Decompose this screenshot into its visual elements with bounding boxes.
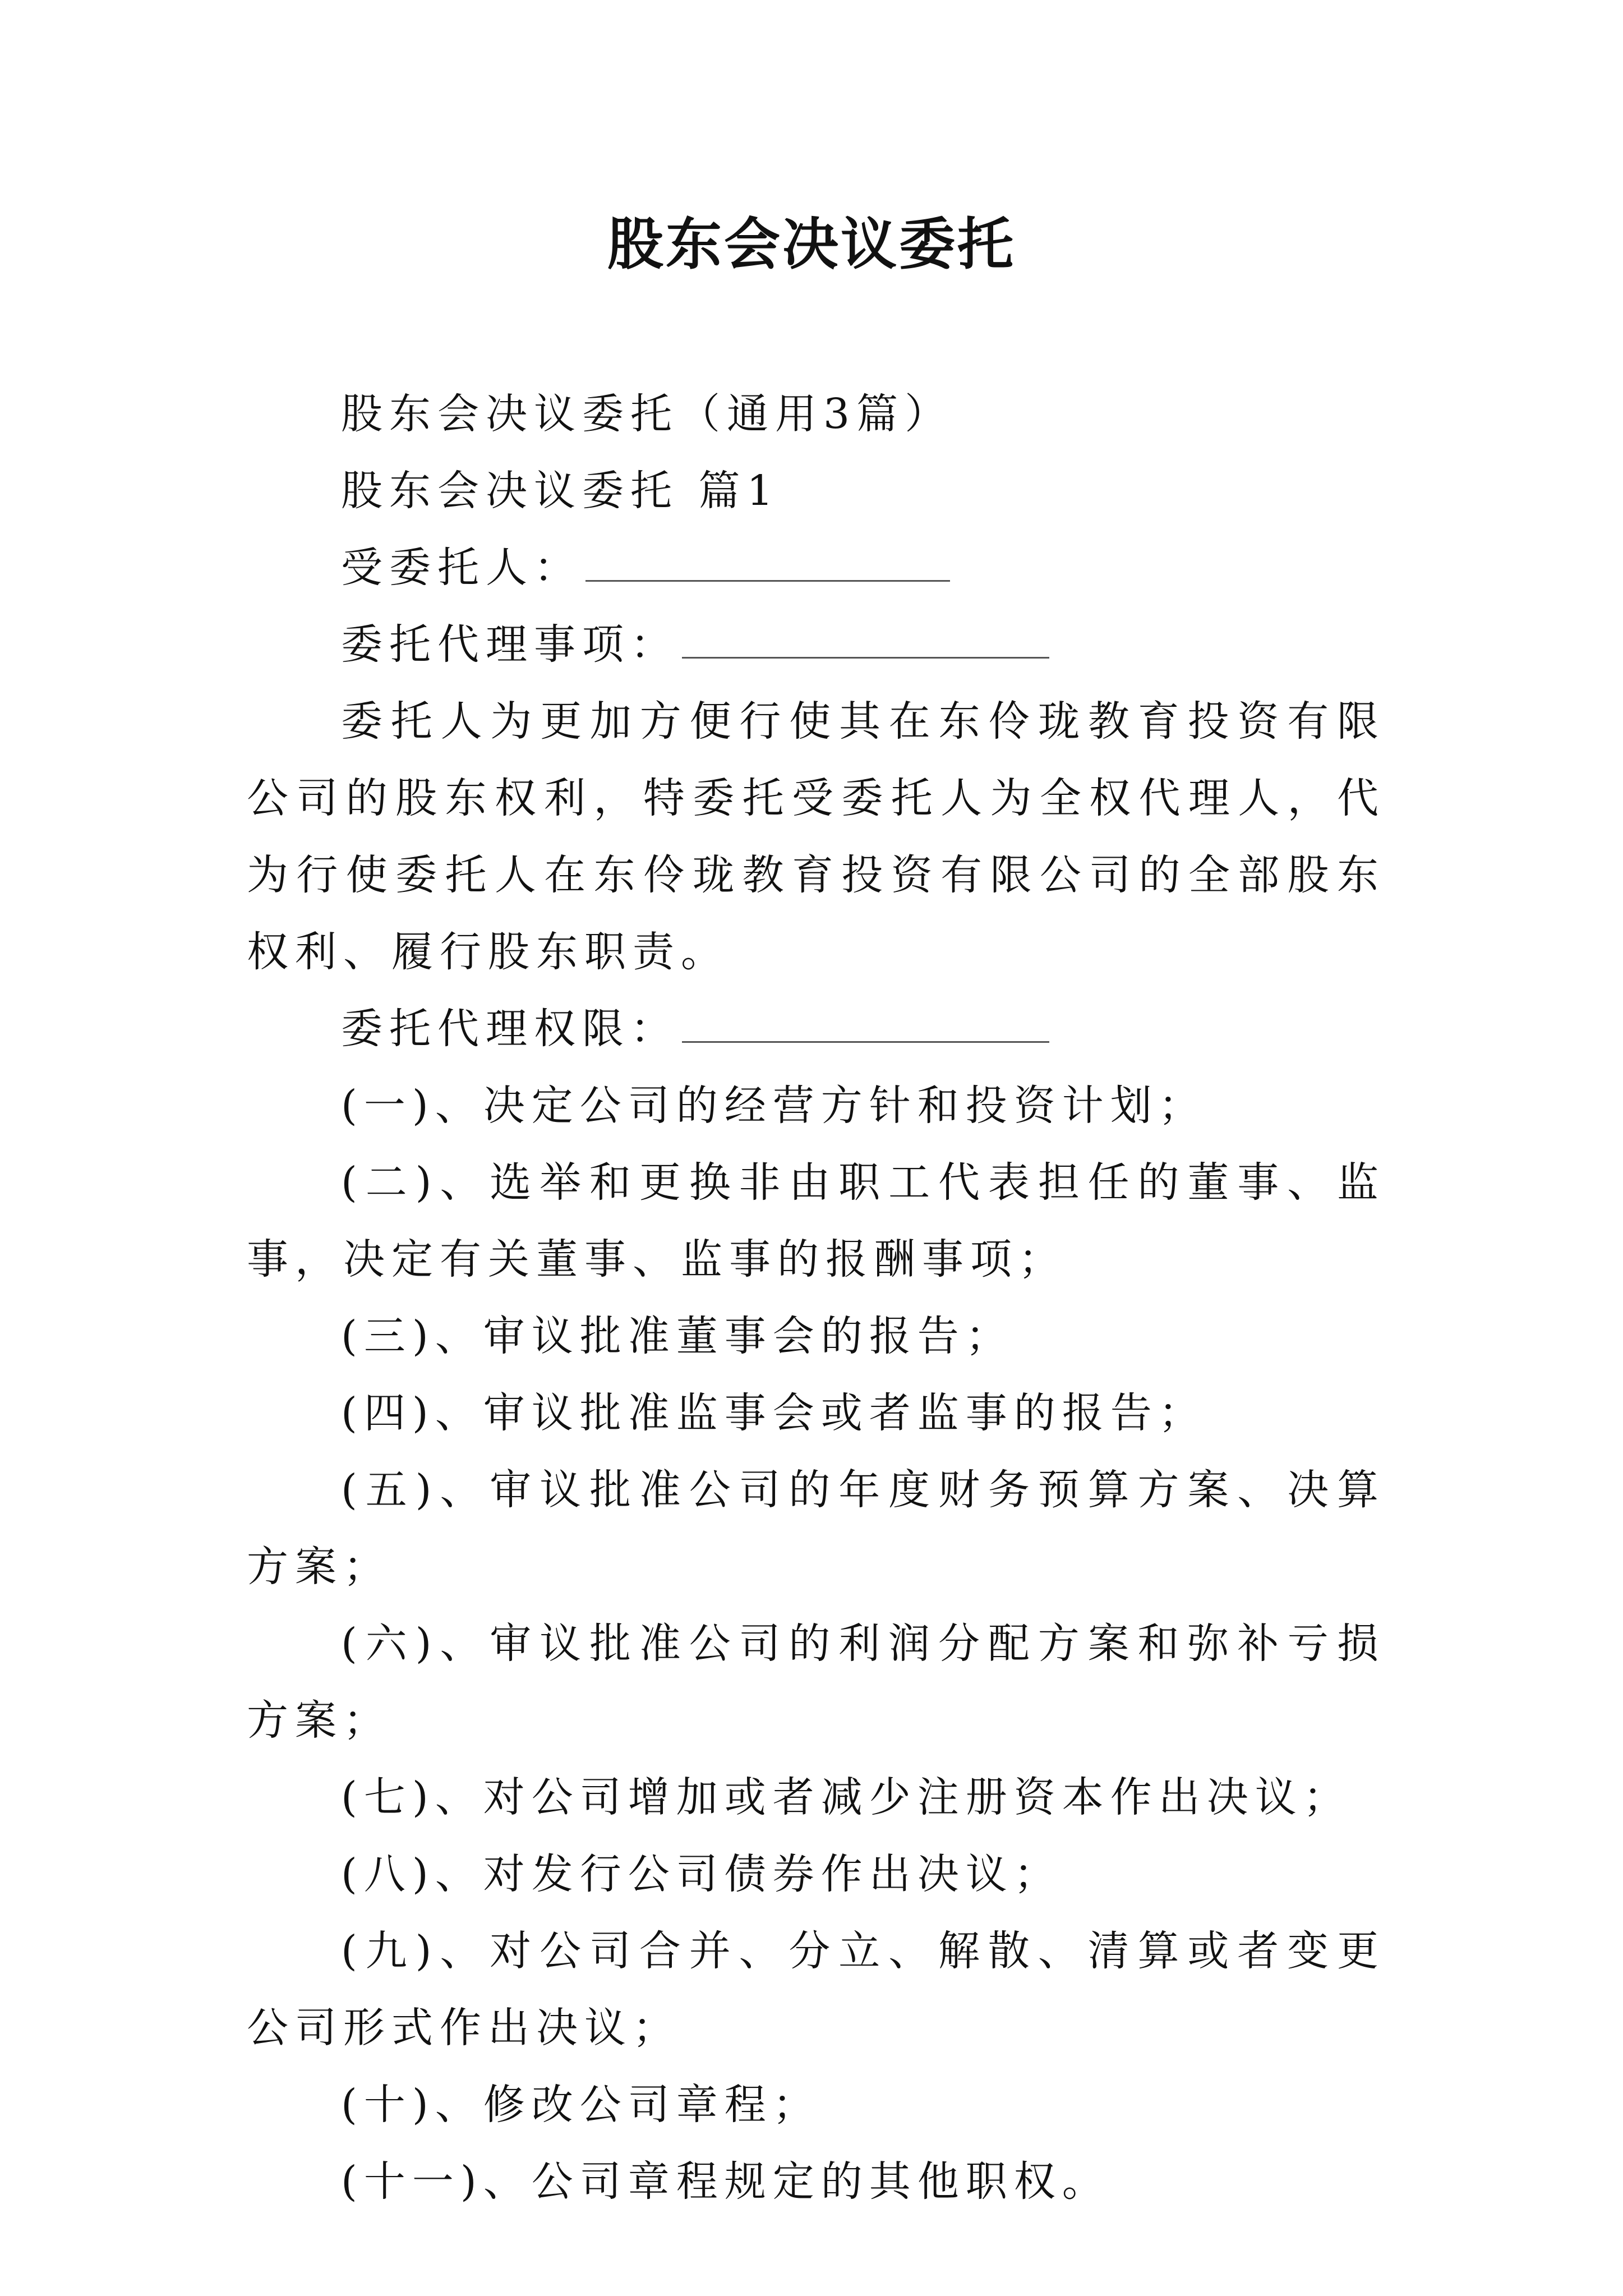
main-paragraph: 委托人为更加方便行使其在东伶珑教育投资有限公司的股东权利，特委托受委托人为全权代理人，代为行使委托人在东伶珑教育投资有限公司的全部股东权利、履行股东职责。 [247,697,1385,976]
list-item: (一)、决定公司的经营方针和投资计划； [341,1082,1207,1130]
subtitle-paragraph: 股东会决议委托（通用3篇） [341,390,953,438]
list-item: (三)、审议批准董事会的报告； [341,1312,1014,1360]
scope-blank-line [682,1009,1049,1043]
list-item: (四)、审议批准监事会或者监事的报告； [341,1389,1207,1437]
scope-label: 委托代理权限： [341,1005,679,1053]
matter-blank-line [682,624,1049,659]
matter-field [247,606,1385,683]
trustee-label: 受委托人： [341,544,582,592]
trustee-blank-line [585,547,950,582]
section-heading: 股东会决议委托 篇1 [341,467,780,515]
scope-field [247,991,1385,1068]
list-item: (六)、审议批准公司的利润分配方案和弥补亏损方案； [247,1619,1385,1745]
trustee-field [247,530,1385,606]
document-body [247,376,1385,2220]
matter-label: 委托代理事项： [341,620,679,669]
list-item: (十)、修改公司章程； [341,2081,821,2129]
list-item: (五)、审议批准公司的年度财务预算方案、决算方案； [247,1466,1385,1591]
list-item: (八)、对发行公司债券作出决议； [341,1850,1062,1898]
list-item: (九)、对公司合并、分立、解散、清算或者变更公司形式作出决议； [247,1927,1385,2052]
document-title: 股东会决议委托 [607,211,1016,277]
list-item: (二)、选举和更换非由职工代表担任的董事、监事，决定有关董事、监事的报酬事项； [247,1158,1385,1283]
list-item: (七)、对公司增加或者减少注册资本作出决议； [341,1773,1352,1821]
list-item: (十一)、公司章程规定的其他职权。 [341,2157,1110,2206]
